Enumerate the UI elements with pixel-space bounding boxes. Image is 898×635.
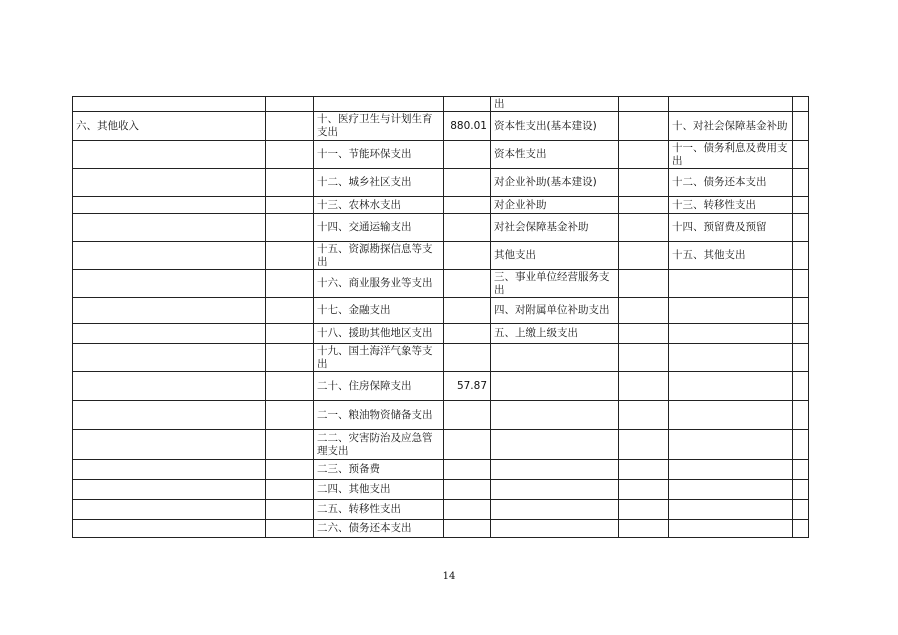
cell-revenue-item xyxy=(73,169,266,197)
cell-revenue-amount xyxy=(266,112,314,141)
cell-gov-expense-economic-amount xyxy=(793,141,809,169)
cell-expense-function-amount xyxy=(444,242,491,270)
cell-expense-function-amount xyxy=(444,298,491,324)
cell-gov-expense-economic-amount xyxy=(793,112,809,141)
cell-expense-function-amount xyxy=(444,430,491,460)
cell-expense-economic-item: 对企业补助(基本建设) xyxy=(491,169,619,197)
cell-expense-economic-amount xyxy=(619,298,669,324)
cell-expense-economic-amount xyxy=(619,242,669,270)
cell-expense-economic-item: 资本性支出 xyxy=(491,141,619,169)
cell-expense-economic-amount xyxy=(619,169,669,197)
cell-revenue-item xyxy=(73,480,266,500)
table-row xyxy=(73,430,809,460)
cell-expense-function-item: 十三、农林水支出 xyxy=(314,197,444,214)
cell-gov-expense-economic-amount xyxy=(793,242,809,270)
cell-expense-economic-amount xyxy=(619,372,669,401)
cell-revenue-amount xyxy=(266,270,314,298)
cell-revenue-item xyxy=(73,197,266,214)
cell-expense-economic-item xyxy=(491,401,619,430)
cell-expense-economic-amount xyxy=(619,97,669,112)
cell-revenue-amount xyxy=(266,141,314,169)
cell-gov-expense-economic-item xyxy=(669,372,793,401)
cell-revenue-amount xyxy=(266,344,314,372)
cell-revenue-amount xyxy=(266,520,314,538)
cell-gov-expense-economic-item: 十一、债务利息及费用支出 xyxy=(669,141,793,169)
cell-expense-function-item: 十二、城乡社区支出 xyxy=(314,169,444,197)
cell-expense-function-amount xyxy=(444,97,491,112)
page-number: 14 xyxy=(442,571,456,582)
cell-gov-expense-economic-amount xyxy=(793,500,809,520)
cell-gov-expense-economic-item: 十、对社会保障基金补助 xyxy=(669,112,793,141)
cell-expense-function-item: 二十、住房保障支出 xyxy=(314,372,444,401)
table-body xyxy=(73,97,809,538)
cell-expense-function-amount xyxy=(444,169,491,197)
cell-expense-economic-amount xyxy=(619,344,669,372)
cell-expense-economic-item: 资本性支出(基本建设) xyxy=(491,112,619,141)
table-row xyxy=(73,298,809,324)
cell-revenue-item xyxy=(73,344,266,372)
cell-expense-economic-item xyxy=(491,480,619,500)
cell-gov-expense-economic-item: 十三、转移性支出 xyxy=(669,197,793,214)
cell-expense-economic-amount xyxy=(619,500,669,520)
cell-expense-economic-item xyxy=(491,520,619,538)
cell-revenue-item xyxy=(73,324,266,344)
cell-revenue-amount xyxy=(266,298,314,324)
table-row xyxy=(73,324,809,344)
cell-expense-function-item: 二一、粮油物资储备支出 xyxy=(314,401,444,430)
cell-revenue-amount xyxy=(266,500,314,520)
cell-gov-expense-economic-amount xyxy=(793,97,809,112)
cell-revenue-item xyxy=(73,298,266,324)
cell-revenue-amount xyxy=(266,430,314,460)
cell-gov-expense-economic-item xyxy=(669,480,793,500)
cell-gov-expense-economic-item xyxy=(669,430,793,460)
cell-expense-function-amount xyxy=(444,480,491,500)
cell-expense-function-item: 二二、灾害防治及应急管理支出 xyxy=(314,430,444,460)
cell-revenue-amount xyxy=(266,401,314,430)
cell-gov-expense-economic-item xyxy=(669,401,793,430)
cell-gov-expense-economic-amount xyxy=(793,430,809,460)
cell-expense-function-item: 二四、其他支出 xyxy=(314,480,444,500)
cell-expense-economic-item xyxy=(491,500,619,520)
cell-expense-economic-amount xyxy=(619,112,669,141)
budget-table xyxy=(72,96,809,538)
cell-revenue-item xyxy=(73,141,266,169)
cell-gov-expense-economic-amount xyxy=(793,270,809,298)
table-row xyxy=(73,500,809,520)
table-row xyxy=(73,242,809,270)
cell-expense-function-amount xyxy=(444,344,491,372)
cell-expense-economic-item: 其他支出 xyxy=(491,242,619,270)
table-row xyxy=(73,169,809,197)
cell-expense-function-amount xyxy=(444,460,491,480)
cell-expense-economic-item xyxy=(491,430,619,460)
cell-expense-function-item xyxy=(314,97,444,112)
table-row xyxy=(73,197,809,214)
cell-expense-economic-amount xyxy=(619,197,669,214)
cell-gov-expense-economic-item: 十二、债务还本支出 xyxy=(669,169,793,197)
cell-expense-function-item: 二五、转移性支出 xyxy=(314,500,444,520)
cell-expense-function-amount xyxy=(444,141,491,169)
cell-expense-economic-item: 五、上缴上级支出 xyxy=(491,324,619,344)
cell-revenue-item: 六、其他收入 xyxy=(73,112,266,141)
cell-expense-function-amount xyxy=(444,270,491,298)
cell-gov-expense-economic-amount xyxy=(793,460,809,480)
cell-expense-economic-amount xyxy=(619,141,669,169)
cell-revenue-amount xyxy=(266,480,314,500)
cell-expense-function-amount xyxy=(444,520,491,538)
cell-revenue-item xyxy=(73,214,266,242)
cell-revenue-item xyxy=(73,500,266,520)
cell-gov-expense-economic-item xyxy=(669,344,793,372)
table-row xyxy=(73,270,809,298)
cell-revenue-amount xyxy=(266,242,314,270)
cell-expense-economic-amount xyxy=(619,270,669,298)
cell-expense-function-amount xyxy=(444,500,491,520)
cell-gov-expense-economic-item xyxy=(669,520,793,538)
cell-expense-function-amount xyxy=(444,401,491,430)
cell-revenue-amount xyxy=(266,169,314,197)
cell-expense-function-item: 十五、资源勘探信息等支出 xyxy=(314,242,444,270)
cell-gov-expense-economic-item xyxy=(669,298,793,324)
cell-revenue-amount xyxy=(266,214,314,242)
cell-expense-economic-item xyxy=(491,344,619,372)
cell-gov-expense-economic-amount xyxy=(793,344,809,372)
cell-revenue-item xyxy=(73,242,266,270)
cell-expense-economic-item: 对社会保障基金补助 xyxy=(491,214,619,242)
cell-expense-function-amount xyxy=(444,197,491,214)
cell-expense-economic-item: 三、事业单位经营服务支出 xyxy=(491,270,619,298)
cell-expense-economic-amount xyxy=(619,480,669,500)
cell-expense-function-item: 十九、国土海洋气象等支出 xyxy=(314,344,444,372)
cell-expense-economic-amount xyxy=(619,401,669,430)
cell-expense-function-item: 十四、交通运输支出 xyxy=(314,214,444,242)
cell-gov-expense-economic-amount xyxy=(793,520,809,538)
cell-gov-expense-economic-amount xyxy=(793,197,809,214)
cell-expense-economic-amount xyxy=(619,324,669,344)
cell-revenue-item xyxy=(73,401,266,430)
cell-expense-economic-amount xyxy=(619,460,669,480)
cell-gov-expense-economic-amount xyxy=(793,298,809,324)
cell-expense-function-amount: 57.87 xyxy=(444,372,491,401)
table-row xyxy=(73,520,809,538)
cell-revenue-amount xyxy=(266,197,314,214)
cell-expense-economic-item xyxy=(491,372,619,401)
cell-revenue-item xyxy=(73,460,266,480)
cell-expense-economic-item: 四、对附属单位补助支出 xyxy=(491,298,619,324)
table-row xyxy=(73,460,809,480)
cell-expense-function-amount: 880.01 xyxy=(444,112,491,141)
cell-gov-expense-economic-amount xyxy=(793,372,809,401)
table-row xyxy=(73,97,809,112)
cell-expense-economic-item: 出 xyxy=(491,97,619,112)
cell-expense-economic-amount xyxy=(619,520,669,538)
cell-gov-expense-economic-item xyxy=(669,97,793,112)
cell-expense-economic-amount xyxy=(619,214,669,242)
cell-expense-economic-amount xyxy=(619,430,669,460)
cell-gov-expense-economic-amount xyxy=(793,169,809,197)
cell-gov-expense-economic-amount xyxy=(793,401,809,430)
table-row xyxy=(73,214,809,242)
cell-expense-function-item: 二六、债务还本支出 xyxy=(314,520,444,538)
table-row xyxy=(73,141,809,169)
table-row xyxy=(73,401,809,430)
cell-gov-expense-economic-amount xyxy=(793,324,809,344)
cell-revenue-item xyxy=(73,270,266,298)
cell-revenue-item xyxy=(73,520,266,538)
cell-expense-function-item: 十、医疗卫生与计划生育支出 xyxy=(314,112,444,141)
cell-revenue-amount xyxy=(266,97,314,112)
table-row xyxy=(73,480,809,500)
cell-expense-function-amount xyxy=(444,214,491,242)
cell-revenue-amount xyxy=(266,324,314,344)
cell-expense-function-amount xyxy=(444,324,491,344)
cell-gov-expense-economic-amount xyxy=(793,214,809,242)
cell-revenue-amount xyxy=(266,372,314,401)
cell-expense-economic-item: 对企业补助 xyxy=(491,197,619,214)
cell-gov-expense-economic-item: 十四、预留费及预留 xyxy=(669,214,793,242)
cell-revenue-item xyxy=(73,372,266,401)
cell-expense-function-item: 二三、预备费 xyxy=(314,460,444,480)
table-row xyxy=(73,372,809,401)
cell-gov-expense-economic-item xyxy=(669,500,793,520)
table-row xyxy=(73,344,809,372)
cell-expense-function-item: 十一、节能环保支出 xyxy=(314,141,444,169)
cell-expense-function-item: 十八、援助其他地区支出 xyxy=(314,324,444,344)
cell-expense-function-item: 十七、金融支出 xyxy=(314,298,444,324)
cell-gov-expense-economic-item xyxy=(669,270,793,298)
cell-gov-expense-economic-item xyxy=(669,460,793,480)
cell-gov-expense-economic-amount xyxy=(793,480,809,500)
cell-gov-expense-economic-item xyxy=(669,324,793,344)
table-row xyxy=(73,112,809,141)
cell-revenue-item xyxy=(73,97,266,112)
cell-revenue-amount xyxy=(266,460,314,480)
cell-expense-function-item: 十六、商业服务业等支出 xyxy=(314,270,444,298)
cell-expense-economic-item xyxy=(491,460,619,480)
cell-revenue-item xyxy=(73,430,266,460)
cell-gov-expense-economic-item: 十五、其他支出 xyxy=(669,242,793,270)
